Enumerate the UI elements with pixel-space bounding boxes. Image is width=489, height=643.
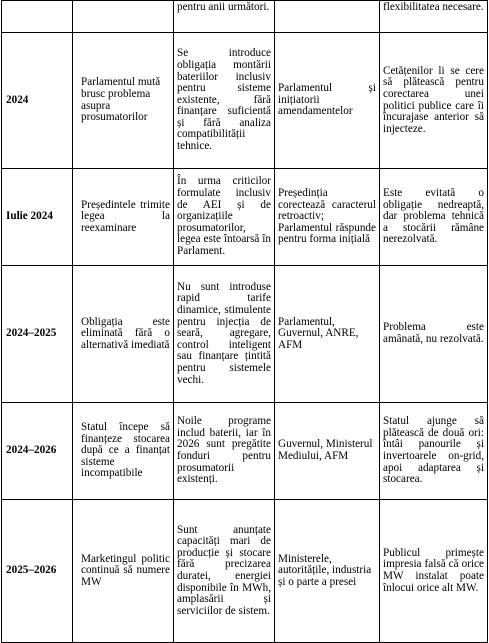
effect-cell: Problema este amânată, nu rezolvată. — [380, 266, 488, 403]
timeline-table — [1, 0, 488, 643]
actors-cell: Ministerele, autoritățile, industria și o parte a presei — [275, 500, 380, 643]
event-cell: Obligația este eliminată fără o alternativă imediată — [73, 266, 174, 403]
effect-cell: Publicul primește impresia falsă că orice MW instalat poate înlocui orice alt MW. — [380, 500, 488, 643]
measure-cell: Noile programe includ baterii, iar în 2026 sunt pregătite fonduri pentru prosumatorii existenți. — [174, 403, 275, 500]
actors-cell: Guvernul, Ministerul Mediului, AFM — [275, 403, 380, 500]
measure-cell: Se introduce obligația montării bateriilor inclusiv pentru sisteme existente, fără finanțare suficientă și fără analiza compatibilității tehnice. — [174, 33, 275, 169]
event-cell — [73, 1, 174, 33]
year-cell: 2024–2026 — [2, 403, 73, 500]
measure-cell: Nu sunt introduse rapid tarife dinamice, stimulente pentru injecția de seară, agregare, control inteligent sau finanțare țintită pentru sistemele vechi. — [174, 266, 275, 403]
measure-cell: pentru anii următori. — [174, 1, 275, 33]
measure-cell: În urma criticilor formulate inclusiv de AEI și de organizațiile prosumatorilor, legea este întoarsă în Parlament. — [174, 169, 275, 266]
table-row — [2, 500, 488, 643]
event-cell: Statul începe să finanțeze stocarea după ce a finanțat sisteme incompatibile — [73, 403, 174, 500]
year-cell: Iulie 2024 — [2, 169, 73, 266]
event-cell: Președintele trimite legea la reexaminare — [73, 169, 174, 266]
table-row — [2, 1, 488, 33]
actors-cell: Președinția corectează caracterul retroactiv; Parlamentul răspunde pentru forma inițială — [275, 169, 380, 266]
year-cell — [2, 1, 73, 33]
year-cell: 2025–2026 — [2, 500, 73, 643]
effect-cell: Statul ajunge să plătească de două ori: întâi panourile și invertoarele on-grid, apoi adaptarea și stocarea. — [380, 403, 488, 500]
year-cell: 2024–2025 — [2, 266, 73, 403]
actors-cell: Parlamentul, Guvernul, ANRE, AFM — [275, 266, 380, 403]
effect-cell: flexibilitatea necesare. — [380, 1, 488, 33]
table-row — [2, 266, 488, 403]
measure-cell: Sunt anunțate capacități mari de producție și stocare fără precizarea duratei, energiei disponibile în MWh, amplasării și serviciilor de sistem. — [174, 500, 275, 643]
event-cell: Parlamentul mută brusc problema asupra prosumatorilor — [73, 33, 174, 169]
effect-cell: Este evitată o obligație nedreaptă, dar problema tehnică a stocării rămâne nerezolvată. — [380, 169, 488, 266]
table-row — [2, 403, 488, 500]
table-row — [2, 33, 488, 169]
effect-cell: Cetățenilor li se cere să plătească pentru corectarea unei politici publice care îi încurajase anterior să injecteze. — [380, 33, 488, 169]
event-cell: Marketingul politic continuă să numere MW — [73, 500, 174, 643]
table-row — [2, 169, 488, 266]
year-cell: 2024 — [2, 33, 73, 169]
actors-cell: Parlamentul și inițiatorii amendamentelor — [275, 33, 380, 169]
actors-cell — [275, 1, 380, 33]
